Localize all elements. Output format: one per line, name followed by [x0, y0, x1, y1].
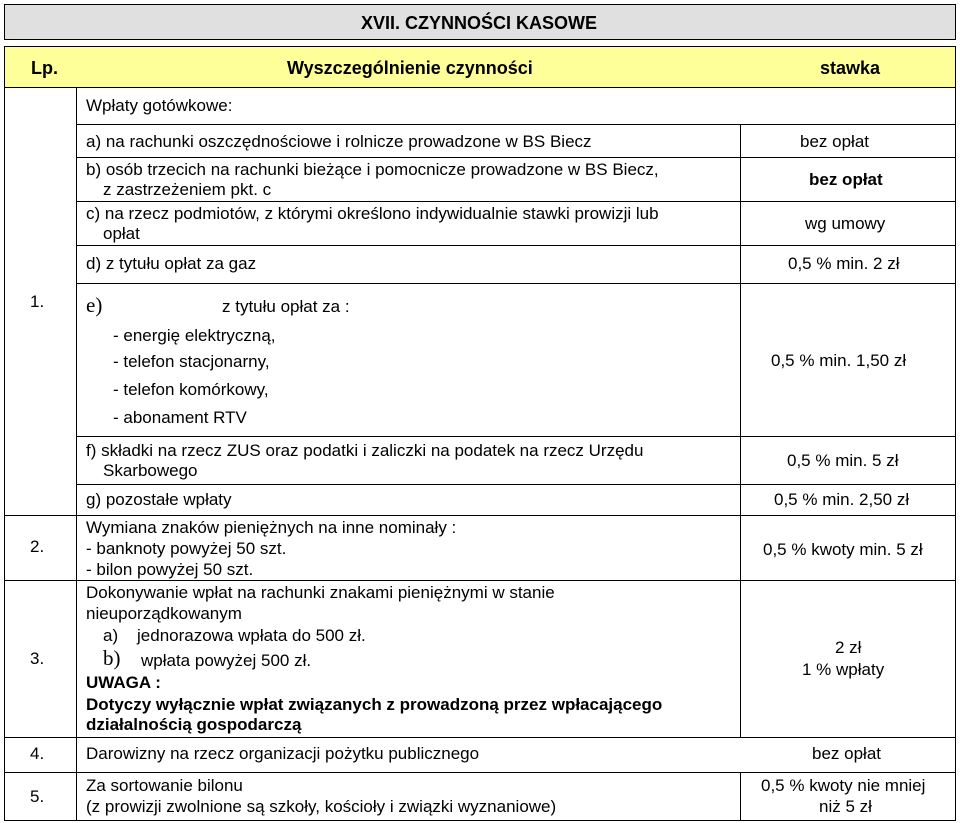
- list-item: - telefon stacjonarny,: [113, 352, 270, 371]
- row1-f-line1: f) składki na rzecz ZUS oraz podatki i zaliczki na podatek na rzecz Urzędu: [86, 441, 644, 460]
- row-number: 3.: [30, 649, 45, 668]
- row1-b-line1: b) osób trzecich na rachunki bieżące i pomocnicze prowadzone w BS Biecz,: [86, 160, 659, 179]
- table-header: [4, 46, 956, 88]
- row3-b-text: wpłata powyżej 500 zł.: [141, 651, 312, 670]
- row4-rate: bez opłat: [812, 744, 881, 763]
- row1-a-rate: bez opłat: [800, 132, 869, 151]
- row5-rate1: 0,5 % kwoty nie mniej: [761, 776, 926, 795]
- section-title: XVII. CZYNNOŚCI KASOWE: [361, 13, 598, 33]
- row3-b-letter: b): [103, 646, 121, 670]
- row1-f-rate: 0,5 % min. 5 zł: [787, 451, 899, 470]
- row2-line: - banknoty powyżej 50 szt.: [86, 539, 287, 558]
- row3-note-line2: działalnością gospodarczą: [86, 715, 302, 734]
- row1-d-rate: 0,5 % min. 2 zł: [788, 254, 900, 273]
- row1-intro: Wpłaty gotówkowe:: [86, 96, 233, 115]
- row3-note-line1: Dotyczy wyłącznie wpłat związanych z prowadzoną przez wpłacającego: [86, 695, 663, 714]
- row1-f-line2: Skarbowego: [103, 461, 198, 480]
- section-title-bar: [4, 4, 956, 40]
- row2-rate: 0,5 % kwoty min. 5 zł: [763, 540, 923, 559]
- row1-e-title: z tytułu opłat za :: [222, 297, 350, 316]
- row2-line: - bilon powyżej 50 szt.: [86, 560, 254, 579]
- row3-line2: nieuporządkowanym: [86, 604, 242, 623]
- row-number: 1.: [30, 292, 45, 311]
- row4-text: Darowizny na rzecz organizacji pożytku publicznego: [86, 744, 480, 763]
- row1-a-text: a) na rachunki oszczędnościowe i rolnicze prowadzone w BS Biecz: [86, 132, 592, 151]
- header-rate: stawka: [820, 58, 881, 78]
- row3-rate1: 2 zł: [835, 638, 862, 657]
- row2-line: Wymiana znaków pieniężnych na inne nominały :: [86, 518, 457, 537]
- list-item: - telefon komórkowy,: [113, 380, 269, 399]
- row5-line1: Za sortowanie bilonu: [86, 776, 243, 795]
- list-item: - abonament RTV: [113, 408, 247, 427]
- row5-line2: (z prowizji zwolnione są szkoły, kościoły i związki wyznaniowe): [86, 797, 557, 816]
- row1-e-rate: 0,5 % min. 1,50 zł: [771, 351, 907, 370]
- header-lp: Lp.: [31, 58, 58, 78]
- row1-b-line2: z zastrzeżeniem pkt. c: [103, 180, 272, 199]
- row1-c-line2: opłat: [103, 224, 140, 243]
- row-number: 4.: [30, 744, 45, 763]
- row1-g-rate: 0,5 % min. 2,50 zł: [774, 490, 910, 509]
- row1-b-rate: bez opłat: [809, 170, 883, 189]
- row-number: 5.: [30, 787, 45, 806]
- row1-g-text: g) pozostałe wpłaty: [86, 490, 232, 509]
- row3-line1: Dokonywanie wpłat na rachunki znakami pieniężnymi w stanie: [86, 583, 555, 602]
- row1-d-text: d) z tytułu opłat za gaz: [86, 254, 257, 273]
- row1-c-rate: wg umowy: [805, 214, 886, 233]
- row5-rate2: niż 5 zł: [819, 797, 872, 816]
- row1-e-letter: e): [86, 293, 103, 317]
- row3-note-title: UWAGA :: [86, 673, 161, 692]
- list-item: - energię elektryczną,: [113, 326, 276, 345]
- row1-c-line1: c) na rzecz podmiotów, z którymi określono indywidualnie stawki prowizji lub: [86, 204, 659, 223]
- row3-a: a) jednorazowa wpłata do 500 zł.: [103, 626, 366, 645]
- header-description: Wyszczególnienie czynności: [287, 58, 533, 78]
- row3-rate2: 1 % wpłaty: [802, 660, 885, 679]
- row-number: 2.: [30, 537, 45, 556]
